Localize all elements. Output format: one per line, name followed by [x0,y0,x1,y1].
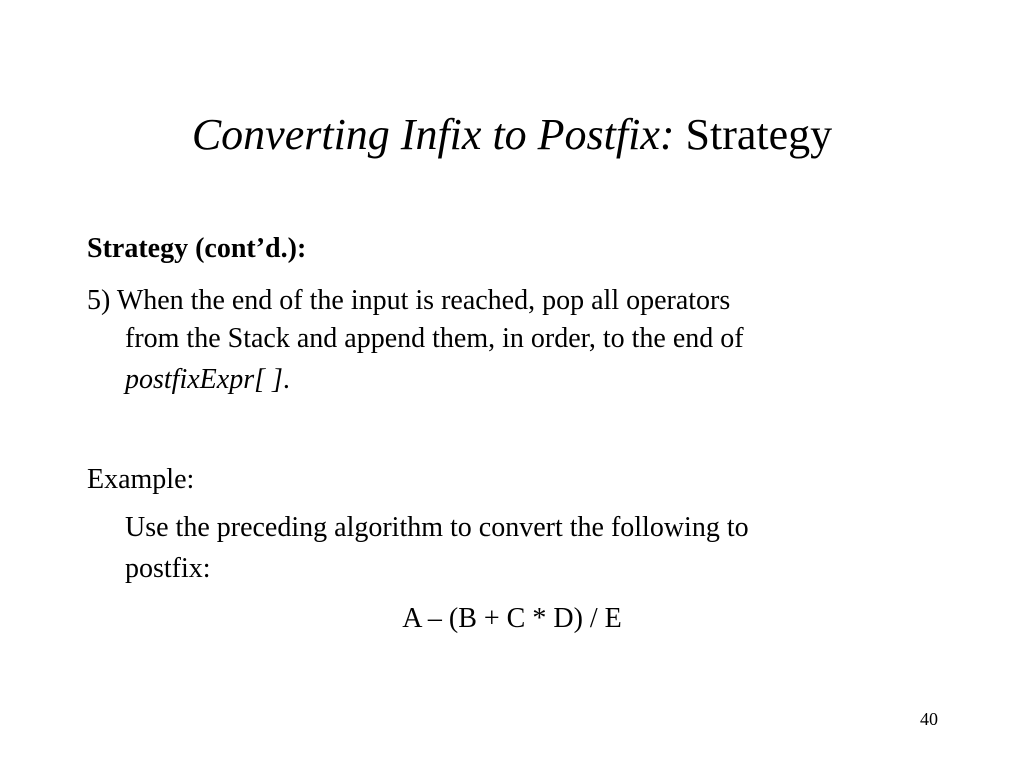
example-line2: postfix: [125,553,211,584]
slide-title-regular: Strategy [685,110,833,159]
step5-line2: from the Stack and append them, in order, to the end of [125,323,744,354]
step5-line3 [125,361,290,399]
page-number: 40 [920,709,938,729]
step5-line1: 5) When the end of the input is reached, pop all operators [87,285,731,316]
section-heading: Strategy (cont’d.): [87,233,307,264]
slide-title [0,108,1024,162]
slide-title-italic: Converting Infix to Postfix: [191,110,675,159]
example-expression: A – (B + C * D) / E [402,603,622,634]
step5-code: postfixExpr[ ] [125,364,283,395]
example-line1: Use the preceding algorithm to convert the following to [125,512,749,543]
example-label: Example: [87,464,195,495]
step5-period: . [282,364,290,395]
